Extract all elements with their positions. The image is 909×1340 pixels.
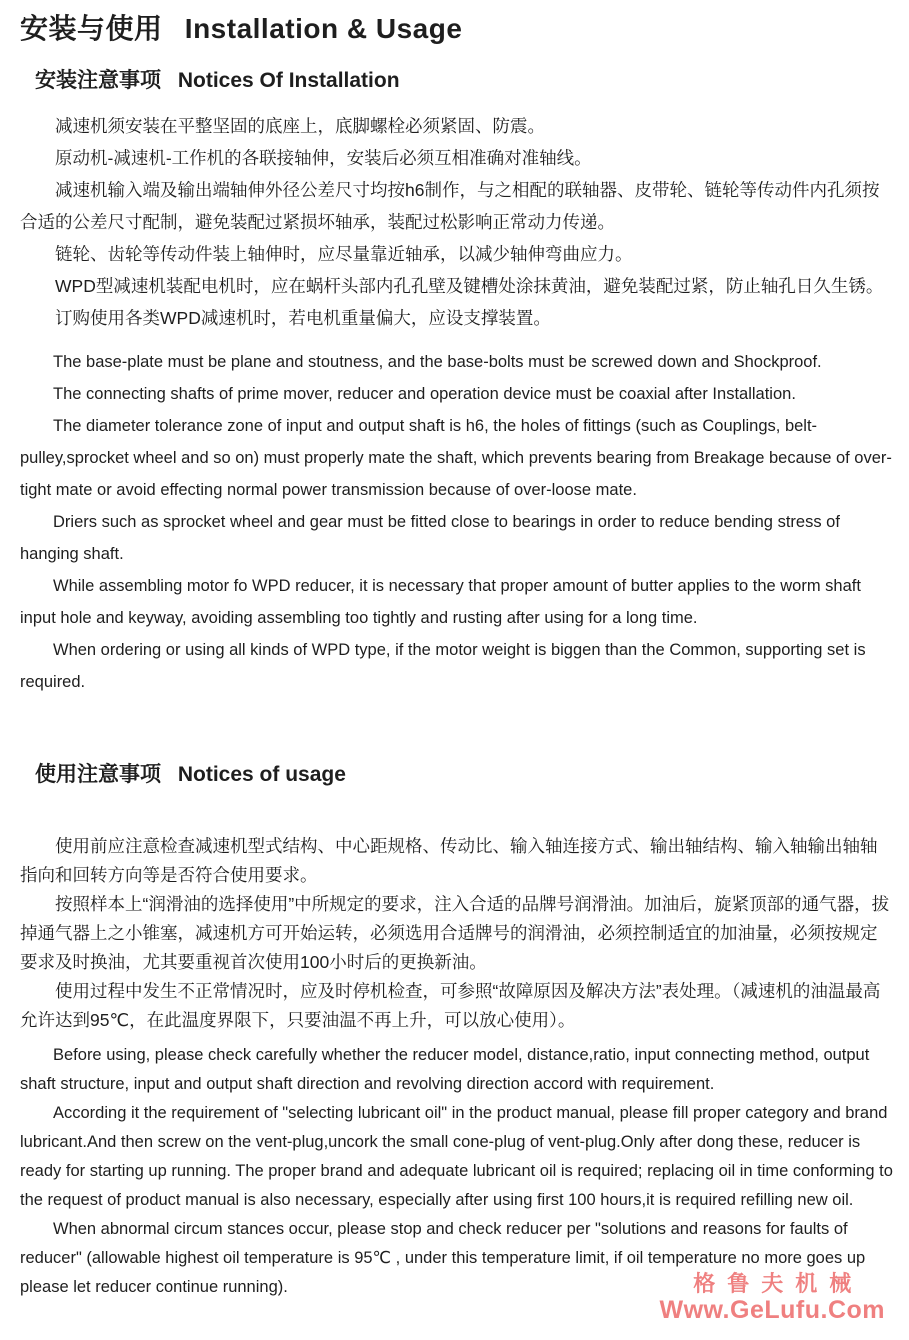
page-title-zh: 安装与使用 — [20, 13, 163, 44]
section-installation-heading-en: Notices Of Installation — [177, 69, 400, 92]
paragraph-en: According it the requirement of "selecting lubricant oil" in the product manual, please fill proper category and brand lubricant.And then screw on the vent-plug,uncork the small cone-plug of vent-plug.Only after dong these, reducer is ready for starting up running. The proper brand and adequate lubricant oil is required; replacing oil in time conforming to the request of product manual is also necessary, especially after using first 100 hours,it is required refilling new oil. — [20, 1104, 893, 1209]
section-usage-heading-en: Notices of usage — [177, 763, 346, 786]
usage-chinese-paragraphs — [20, 832, 893, 1035]
installation-chinese-paragraphs — [20, 110, 893, 334]
paragraph-en: The diameter tolerance zone of input and output shaft is h6, the holes of fittings (such as Couplings, belt-pulley,sprocket wheel and so on) must properly mate the shaft, which prevents bearing from Breakage because of over-tight mate or avoid effecting normal power transmission because of over-loose mate. — [20, 417, 892, 499]
paragraph-zh: WPD型减速机装配电机时，应在蜗杆头部内孔孔壁及键槽处涂抹黄油，避免装配过紧，防止轴孔日久生锈。 — [55, 276, 884, 296]
paragraph-zh: 减速机输入端及输出端轴伸外径公差尺寸均按h6制作，与之相配的联轴器、皮带轮、链轮等传动件内孔须按合适的公差尺寸配制，避免装配过紧损坏轴承，装配过松影响正常动力传递。 — [20, 180, 880, 232]
paragraph-en: While assembling motor fo WPD reducer, it is necessary that proper amount of butter applies to the worm shaft input hole and keyway, avoiding assembling too tightly and rusting after using for a long time. — [20, 577, 861, 627]
paragraph-en: Before using, please check carefully whether the reducer model, distance,ratio, input connecting method, output shaft structure, input and output shaft direction and revolving direction accord with requirement. — [20, 1046, 870, 1093]
paragraph-zh: 使用前应注意检查减速机型式结构、中心距规格、传动比、输入轴连接方式、输出轴结构、输入轴输出轴轴指向和回转方向等是否符合使用要求。 — [20, 836, 878, 885]
paragraph-en: When ordering or using all kinds of WPD type, if the motor weight is biggen than the Common, supporting set is required. — [20, 641, 866, 691]
paragraph-zh: 订购使用各类WPD减速机时，若电机重量偏大，应设支撑装置。 — [55, 308, 551, 328]
paragraph-zh: 链轮、齿轮等传动件装上轴伸时，应尽量靠近轴承，以减少轴伸弯曲应力。 — [55, 244, 633, 264]
section-usage-heading-zh: 使用注意事项 — [35, 763, 161, 786]
watermark-website-url: Www.GeLufu.Com — [659, 1295, 885, 1324]
usage-english-paragraphs — [20, 1041, 893, 1302]
paragraph-zh: 使用过程中发生不正常情况时，应及时停机检查，可参照“故障原因及解决方法”表处理。（减速机的油温最高允许达到95℃，在此温度界限下，只要油温不再上升，可以放心使用）。 — [20, 981, 881, 1030]
section-installation-heading — [35, 68, 893, 94]
paragraph-zh: 按照样本上“润滑油的选择使用”中所规定的要求，注入合适的品牌号润滑油。加油后，旋紧顶部的通气器，拔掉通气器上之小锥塞，减速机方可开始运转，必须选用合适牌号的润滑油，必须控制适宜的加油量，必须按规定要求及时换油，尤其要重视首次使用100小时后的更换新油。 — [20, 894, 890, 972]
manual-page — [0, 12, 909, 1302]
section-usage — [20, 762, 893, 1302]
paragraph-en: Driers such as sprocket wheel and gear must be fitted close to bearings in order to reduce bending stress of hanging shaft. — [20, 513, 840, 563]
installation-english-paragraphs — [20, 346, 893, 698]
page-title-en: Installation & Usage — [184, 13, 463, 44]
page-title — [20, 12, 893, 46]
section-usage-heading — [35, 762, 893, 788]
watermark-brand-name: 格鲁夫机械 — [693, 1271, 864, 1297]
paragraph-en: When abnormal circum stances occur, please stop and check reducer per "solutions and reasons for faults of reducer" (allowable highest oil temperature is 95℃ , under this temperature limit, if oil temperature no more goes up please let reducer continue running). — [20, 1220, 866, 1296]
paragraph-en: The base-plate must be plane and stoutness, and the base-bolts must be screwed down and Shockproof. — [53, 353, 822, 371]
section-installation — [20, 68, 893, 698]
paragraph-en: The connecting shafts of prime mover, reducer and operation device must be coaxial after Installation. — [53, 385, 796, 403]
paragraph-zh: 减速机须安装在平整坚固的底座上，底脚螺栓必须紧固、防震。 — [55, 116, 545, 136]
paragraph-zh: 原动机-减速机-工作机的各联接轴伸，安装后必须互相准确对准轴线。 — [55, 148, 592, 168]
section-installation-heading-zh: 安装注意事项 — [35, 69, 161, 92]
